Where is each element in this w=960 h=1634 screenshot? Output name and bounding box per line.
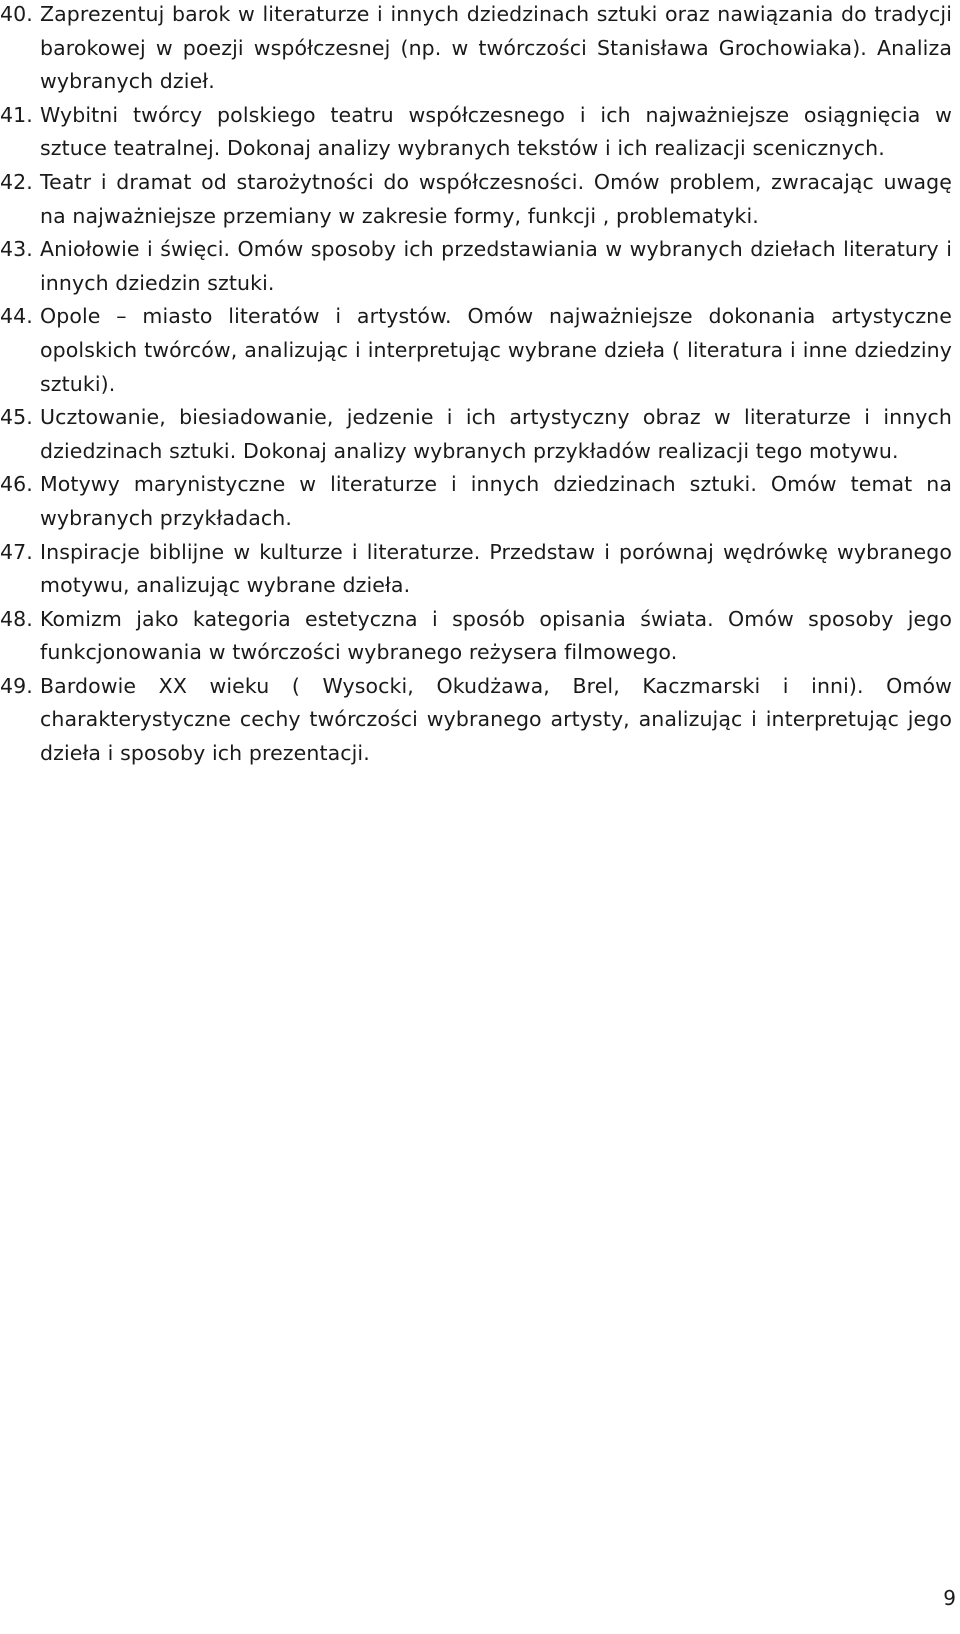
item-number: 48. bbox=[0, 606, 33, 631]
topic-list bbox=[0, 0, 952, 771]
item-number: 43. bbox=[0, 237, 33, 262]
item-text: Inspiracje biblijne w kulturze i literaturze. Przedstaw i porównaj wędrówkę wybranego motywu, analizując wybrane dzieła. bbox=[40, 539, 952, 598]
item-number: 49. bbox=[0, 673, 33, 698]
list-item bbox=[0, 536, 952, 603]
item-number: 40. bbox=[0, 2, 33, 26]
list-item bbox=[0, 300, 952, 401]
item-text: Wybitni twórcy polskiego teatru współczesnego i ich najważniejsze osiągnięcia w sztuce teatralnej. Dokonaj analizy wybranych tekstów i ich realizacji scenicznych. bbox=[40, 102, 952, 161]
item-text: Ucztowanie, biesiadowanie, jedzenie i ich artystyczny obraz w literaturze i innych dziedzinach sztuki. Dokonaj analizy wybranych przykładów realizacji tego motywu. bbox=[40, 405, 952, 463]
list-item bbox=[0, 670, 952, 771]
item-text: Motywy marynistyczne w literaturze i innych dziedzinach sztuki. Omów temat na wybranych przykładach. bbox=[40, 472, 952, 530]
list-item bbox=[0, 233, 952, 300]
item-text: Teatr i dramat od starożytności do współczesności. Omów problem, zwracając uwagę na najważniejsze przemiany w zakresie formy, funkcji , problematyki. bbox=[40, 169, 952, 228]
list-item bbox=[0, 0, 952, 99]
list-item bbox=[0, 468, 952, 535]
list-item bbox=[0, 401, 952, 468]
item-number: 41. bbox=[0, 102, 33, 127]
list-item bbox=[0, 166, 952, 233]
item-number: 44. bbox=[0, 304, 33, 329]
item-number: 46. bbox=[0, 472, 33, 497]
page-number: 9 bbox=[943, 1586, 956, 1610]
item-text: Zaprezentuj barok w literaturze i innych dziedzinach sztuki oraz nawiązania do tradycji barokowej w poezji współczesnej (np. w twórczości Stanisława Grochowiaka). Analiza wybranych dzieł. bbox=[40, 2, 952, 94]
item-text: Komizm jako kategoria estetyczna i sposób opisania świata. Omów sposoby jego funkcjonowania w twórczości wybranego reżysera filmowego. bbox=[40, 606, 952, 665]
item-text: Opole – miasto literatów i artystów. Omów najważniejsze dokonania artystyczne opolskich twórców, analizując i interpretując wybrane dzieła ( literatura i inne dziedziny sztuki). bbox=[40, 304, 952, 396]
list-item bbox=[0, 99, 952, 166]
item-number: 47. bbox=[0, 539, 33, 564]
item-text: Aniołowie i święci. Omów sposoby ich przedstawiania w wybranych dziełach literatury i innych dziedzin sztuki. bbox=[40, 237, 952, 295]
item-number: 45. bbox=[0, 405, 33, 430]
item-number: 42. bbox=[0, 169, 33, 194]
item-text: Bardowie XX wieku ( Wysocki, Okudżawa, Brel, Kaczmarski i inni). Omów charakterystyczne cechy twórczości wybranego artysty, analizując i interpretując jego dzieła i sposoby ich prezentacji. bbox=[40, 673, 952, 766]
list-item bbox=[0, 603, 952, 670]
